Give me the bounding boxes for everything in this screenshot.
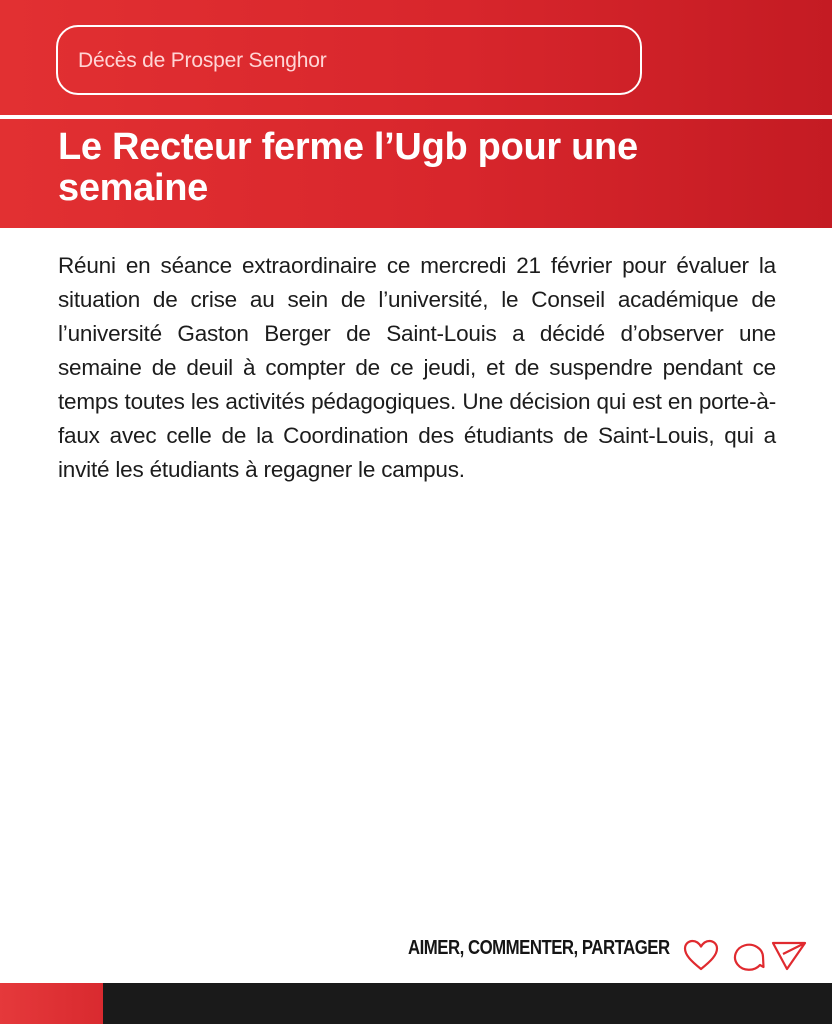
category-pill [56, 25, 642, 95]
article-body: Réuni en séance extraordinaire ce mercredi 21 février pour évaluer la situation de crise au sein de l’université, le Conseil académique de l’université Gaston Berger de Saint-Louis a décidé d’observer une semaine de deuil à compter de ce jeudi, et de suspendre pendant ce temps toutes les activités pédagogiques. Une décision qui est en porte-à-faux avec celle de la Coordination des étudiants de Saint-Louis, qui a invité les étudiants à regagner le campus. [58, 253, 776, 482]
category-label: Décès de Prosper Senghor [78, 49, 327, 72]
share-icon[interactable] [770, 938, 808, 972]
headline: Le Recteur ferme l’Ugb pour une semaine [58, 126, 638, 209]
header-banner [0, 0, 832, 228]
header-divider [0, 115, 832, 119]
heart-icon[interactable] [682, 938, 720, 972]
footer-accent-bar [0, 983, 103, 1024]
footer-dark-bar [103, 983, 832, 1024]
cta-text: AIMER, COMMENTER, PARTAGER [408, 937, 670, 959]
comment-icon[interactable] [730, 938, 768, 972]
